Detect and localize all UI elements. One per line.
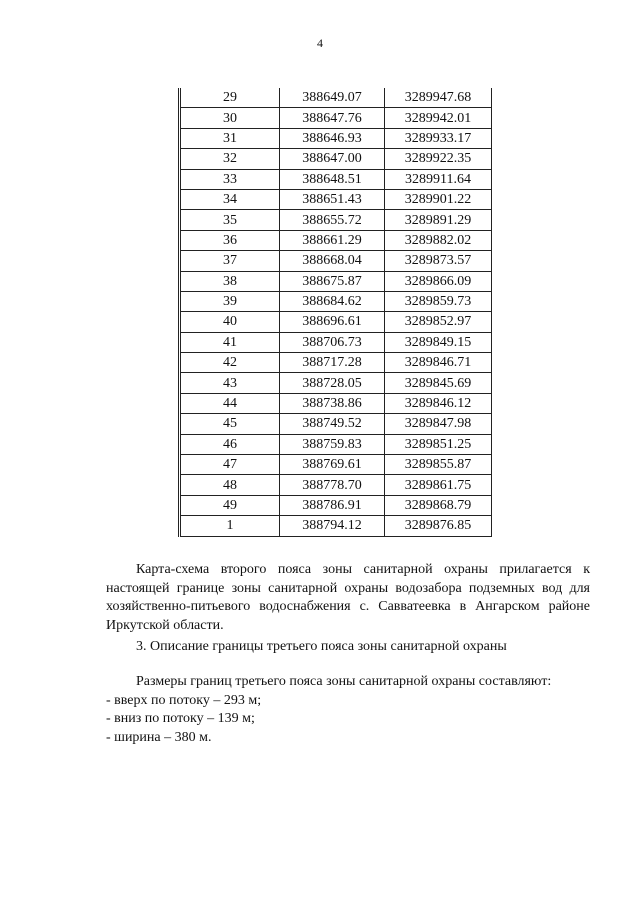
x-coordinate-cell: 388696.61 — [280, 312, 385, 332]
table-row — [180, 332, 492, 352]
y-coordinate-cell: 3289845.69 — [385, 373, 492, 393]
y-coordinate-cell: 3289876.85 — [385, 516, 492, 536]
point-number-cell: 42 — [180, 353, 280, 373]
point-number-cell: 33 — [180, 169, 280, 189]
y-coordinate-cell: 3289861.75 — [385, 475, 492, 495]
y-coordinate-cell: 3289852.97 — [385, 312, 492, 332]
table-row — [180, 128, 492, 148]
point-number-cell: 35 — [180, 210, 280, 230]
table-row — [180, 312, 492, 332]
y-coordinate-cell: 3289911.64 — [385, 169, 492, 189]
point-number-cell: 31 — [180, 128, 280, 148]
y-coordinate-cell: 3289882.02 — [385, 230, 492, 250]
x-coordinate-cell: 388668.04 — [280, 251, 385, 271]
y-coordinate-cell: 3289866.09 — [385, 271, 492, 291]
table-row — [180, 108, 492, 128]
x-coordinate-cell: 388655.72 — [280, 210, 385, 230]
point-number-cell: 1 — [180, 516, 280, 536]
point-number-cell: 34 — [180, 189, 280, 209]
map-scheme-paragraph: Карта-схема второго пояса зоны санитарной охраны прилагается к настоящей границе зоны санитарной охраны водозабора подземных вод для хозяйственно-питьевого водоснабжения с. Савватеевка в Ангарском районе Иркутской области. — [106, 562, 590, 633]
table-row — [180, 455, 492, 475]
table-row — [180, 393, 492, 413]
y-coordinate-cell: 3289891.29 — [385, 210, 492, 230]
x-coordinate-cell: 388647.76 — [280, 108, 385, 128]
x-coordinate-cell: 388759.83 — [280, 434, 385, 454]
x-coordinate-cell: 388738.86 — [280, 393, 385, 413]
table-row — [180, 230, 492, 250]
x-coordinate-cell: 388661.29 — [280, 230, 385, 250]
x-coordinate-cell: 388684.62 — [280, 291, 385, 311]
x-coordinate-cell: 388675.87 — [280, 271, 385, 291]
point-number-cell: 32 — [180, 149, 280, 169]
point-number-cell: 30 — [180, 108, 280, 128]
table-row — [180, 210, 492, 230]
point-number-cell: 49 — [180, 495, 280, 515]
x-coordinate-cell: 388728.05 — [280, 373, 385, 393]
y-coordinate-cell: 3289859.73 — [385, 291, 492, 311]
coordinates-table — [178, 88, 492, 537]
x-coordinate-cell: 388646.93 — [280, 128, 385, 148]
coordinates-table-body — [180, 88, 492, 536]
table-row — [180, 353, 492, 373]
table-row — [180, 414, 492, 434]
y-coordinate-cell: 3289873.57 — [385, 251, 492, 271]
point-number-cell: 29 — [180, 88, 280, 108]
x-coordinate-cell: 388651.43 — [280, 189, 385, 209]
y-coordinate-cell: 3289947.68 — [385, 88, 492, 108]
x-coordinate-cell: 388769.61 — [280, 455, 385, 475]
x-coordinate-cell: 388647.00 — [280, 149, 385, 169]
y-coordinate-cell: 3289851.25 — [385, 434, 492, 454]
table-row — [180, 373, 492, 393]
point-number-cell: 44 — [180, 393, 280, 413]
table-row — [180, 271, 492, 291]
point-number-cell: 43 — [180, 373, 280, 393]
table-row — [180, 189, 492, 209]
point-number-cell: 39 — [180, 291, 280, 311]
point-number-cell: 41 — [180, 332, 280, 352]
x-coordinate-cell: 388649.07 — [280, 88, 385, 108]
point-number-cell: 48 — [180, 475, 280, 495]
y-coordinate-cell: 3289868.79 — [385, 495, 492, 515]
table-row — [180, 434, 492, 454]
dimension-downstream: - вниз по потоку – 139 м; — [106, 711, 255, 726]
y-coordinate-cell: 3289933.17 — [385, 128, 492, 148]
y-coordinate-cell: 3289849.15 — [385, 332, 492, 352]
section-3-heading: 3. Описание границы третьего пояса зоны санитарной охраны — [136, 639, 507, 654]
table-row — [180, 475, 492, 495]
table-row — [180, 149, 492, 169]
x-coordinate-cell: 388778.70 — [280, 475, 385, 495]
point-number-cell: 38 — [180, 271, 280, 291]
y-coordinate-cell: 3289901.22 — [385, 189, 492, 209]
y-coordinate-cell: 3289846.12 — [385, 393, 492, 413]
y-coordinate-cell: 3289855.87 — [385, 455, 492, 475]
point-number-cell: 37 — [180, 251, 280, 271]
dimensions-intro: Размеры границ третьего пояса зоны санитарной охраны составляют: — [136, 674, 552, 689]
table-row — [180, 169, 492, 189]
y-coordinate-cell: 3289847.98 — [385, 414, 492, 434]
dimension-width: - ширина – 380 м. — [106, 729, 212, 745]
x-coordinate-cell: 388648.51 — [280, 169, 385, 189]
y-coordinate-cell: 3289846.71 — [385, 353, 492, 373]
x-coordinate-cell: 388706.73 — [280, 332, 385, 352]
point-number-cell: 45 — [180, 414, 280, 434]
dimensions-block — [106, 673, 590, 747]
point-number-cell: 36 — [180, 230, 280, 250]
x-coordinate-cell: 388749.52 — [280, 414, 385, 434]
dimension-upstream: - вверх по потоку – 293 м; — [106, 692, 262, 708]
page-number: 4 — [317, 36, 323, 50]
y-coordinate-cell: 3289922.35 — [385, 149, 492, 169]
x-coordinate-cell: 388786.91 — [280, 495, 385, 515]
x-coordinate-cell: 388794.12 — [280, 516, 385, 536]
table-row — [180, 88, 492, 108]
table-row — [180, 516, 492, 536]
table-row — [180, 291, 492, 311]
point-number-cell: 47 — [180, 455, 280, 475]
point-number-cell: 40 — [180, 312, 280, 332]
table-row — [180, 251, 492, 271]
y-coordinate-cell: 3289942.01 — [385, 108, 492, 128]
table-row — [180, 495, 492, 515]
point-number-cell: 46 — [180, 434, 280, 454]
x-coordinate-cell: 388717.28 — [280, 353, 385, 373]
